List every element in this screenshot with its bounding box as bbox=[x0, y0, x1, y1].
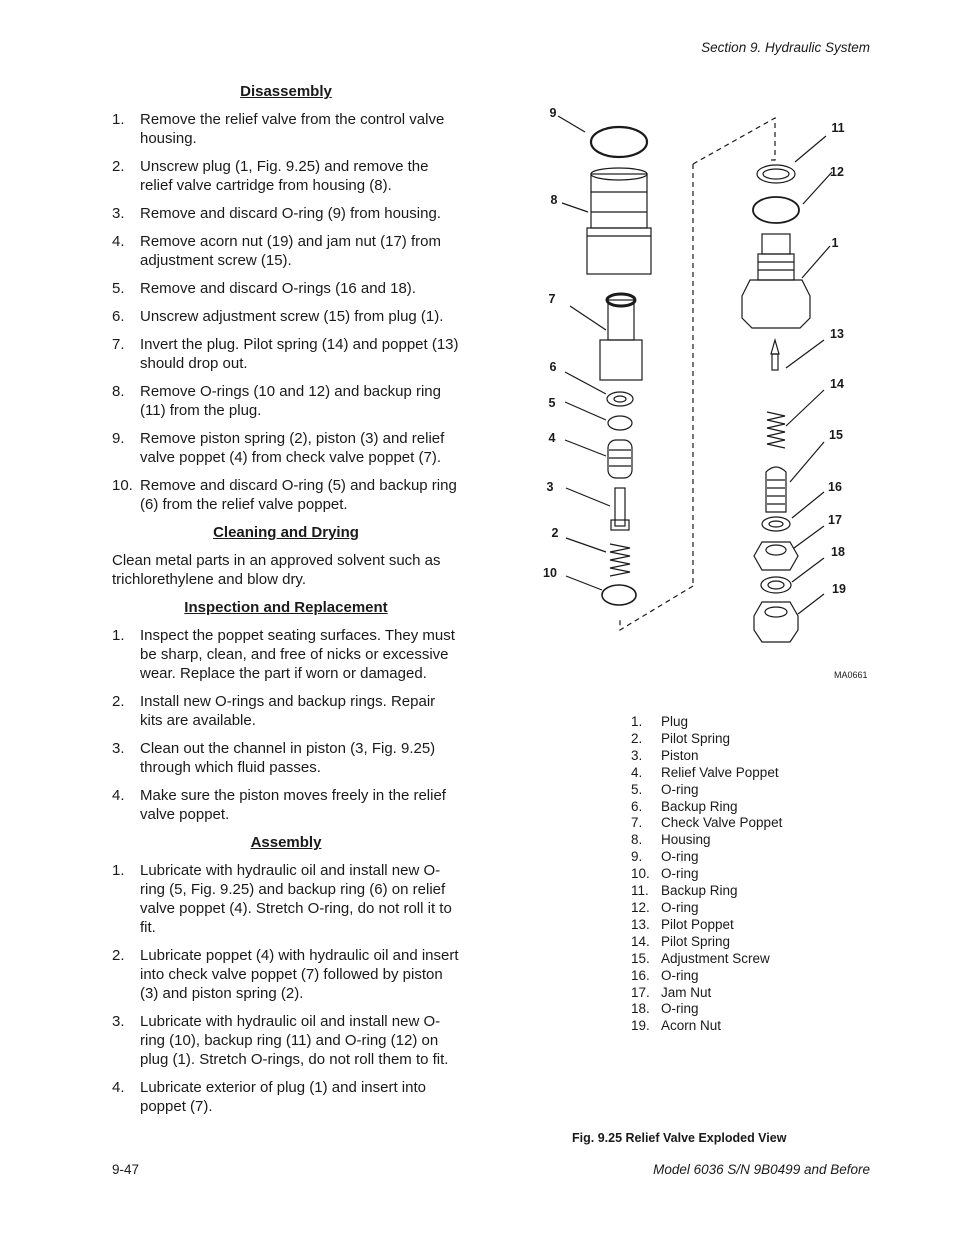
inspection-step-2 bbox=[112, 692, 460, 730]
callout-18: 18 bbox=[831, 545, 845, 559]
assembly-step-2 bbox=[112, 946, 460, 1003]
part-8-housing bbox=[587, 168, 651, 274]
part-5-oring bbox=[608, 416, 632, 430]
legend-number: 11. bbox=[631, 883, 649, 899]
step-number: 1. bbox=[112, 111, 125, 128]
callout-5: 5 bbox=[548, 396, 556, 410]
legend-label: Backup Ring bbox=[661, 883, 738, 899]
step-text: Lubricate with hydraulic oil and install new O-ring (10), backup ring (11) and O-ring (12) on plug (1). Stretch O-rings, do not roll them to fit. bbox=[140, 1013, 449, 1068]
legend-number: 1. bbox=[631, 714, 643, 729]
step-number: 3. bbox=[112, 1013, 125, 1030]
step-text: Make sure the piston moves freely in the relief valve poppet. bbox=[140, 787, 446, 823]
step-number: 3. bbox=[112, 740, 125, 757]
legend-item bbox=[631, 951, 782, 968]
model-footer: Model 6036 S/N 9B0499 and Before bbox=[653, 1162, 870, 1177]
legend-label: Adjustment Screw bbox=[661, 950, 770, 966]
step-text: Remove and discard O-ring (9) from housing. bbox=[140, 205, 441, 222]
legend-number: 9. bbox=[631, 849, 643, 865]
callout-19: 19 bbox=[832, 582, 846, 596]
legend-label: Plug bbox=[661, 714, 689, 729]
legend-label: Backup Ring bbox=[661, 798, 738, 814]
legend-label: Pilot Spring bbox=[661, 730, 731, 746]
legend-label: Check Valve Poppet bbox=[661, 815, 783, 831]
part-16-oring bbox=[762, 517, 790, 531]
figure-tag: MA0661 bbox=[834, 670, 868, 680]
exploded-view-drawing bbox=[530, 100, 890, 690]
callout-6: 6 bbox=[549, 360, 557, 374]
legend-item bbox=[631, 849, 782, 866]
legend-number: 10. bbox=[631, 866, 650, 882]
legend-number: 16. bbox=[631, 967, 650, 983]
part-1-plug bbox=[742, 234, 810, 328]
legend-item bbox=[631, 1018, 782, 1035]
disassembly-step-10 bbox=[112, 476, 460, 514]
disassembly-title: Disassembly bbox=[240, 83, 332, 100]
legend-item bbox=[631, 782, 782, 799]
legend-item bbox=[631, 832, 782, 849]
step-number: 5. bbox=[112, 280, 125, 297]
step-number: 8. bbox=[112, 383, 125, 400]
callout-4: 4 bbox=[548, 431, 556, 445]
part-4-relief-valve-poppet bbox=[608, 440, 632, 478]
part-9-oring bbox=[591, 127, 647, 157]
step-text: Remove the relief valve from the control valve housing. bbox=[140, 111, 445, 147]
legend-item bbox=[631, 985, 782, 1002]
legend-item bbox=[631, 900, 782, 917]
step-text: Unscrew plug (1, Fig. 9.25) and remove the relief valve cartridge from housing (8). bbox=[140, 158, 429, 194]
step-text: Install new O-rings and backup rings. Repair kits are available. bbox=[140, 693, 436, 729]
part-3-piston bbox=[611, 488, 629, 530]
assembly-steps bbox=[112, 861, 460, 1116]
step-text: Lubricate poppet (4) with hydraulic oil and insert into check valve poppet (7) followed by piston (3) and piston spring (2). bbox=[140, 947, 459, 1002]
legend-number: 4. bbox=[631, 764, 643, 780]
legend-number: 14. bbox=[631, 933, 650, 949]
legend-label: O-ring bbox=[661, 967, 699, 983]
step-number: 7. bbox=[112, 336, 125, 353]
step-number: 4. bbox=[112, 787, 125, 804]
step-number: 4. bbox=[112, 1079, 125, 1096]
step-text: Remove piston spring (2), piston (3) and relief valve poppet (4) from check valve poppet (7). bbox=[140, 430, 445, 466]
step-number: 9. bbox=[112, 430, 125, 447]
cleaning-title: Cleaning and Drying bbox=[213, 524, 359, 541]
legend-label: O-ring bbox=[661, 781, 699, 797]
callout-3: 3 bbox=[546, 480, 554, 494]
legend-label: Jam Nut bbox=[661, 984, 712, 1000]
callout-13: 13 bbox=[830, 327, 844, 341]
legend-label: Pilot Poppet bbox=[661, 916, 734, 932]
legend-number: 8. bbox=[631, 832, 643, 848]
legend-label: Pilot Spring bbox=[661, 933, 731, 949]
legend-number: 12. bbox=[631, 899, 650, 915]
callout-1: 1 bbox=[831, 236, 839, 250]
cleaning-text: Clean metal parts in an approved solvent such as trichlorethylene and blow dry. bbox=[112, 552, 441, 588]
step-text: Invert the plug. Pilot spring (14) and poppet (13) should drop out. bbox=[140, 336, 459, 372]
callout-2: 2 bbox=[551, 526, 559, 540]
step-number: 2. bbox=[112, 947, 125, 964]
legend-number: 5. bbox=[631, 781, 643, 797]
step-text: Lubricate exterior of plug (1) and insert into poppet (7). bbox=[140, 1079, 426, 1115]
part-14-pilot-spring bbox=[767, 412, 785, 448]
legend-number: 15. bbox=[631, 950, 650, 966]
part-6-backup-ring bbox=[607, 392, 633, 406]
assembly-step-1 bbox=[112, 861, 460, 937]
part-19-acorn-nut bbox=[754, 602, 798, 642]
parts-legend bbox=[631, 714, 782, 1035]
step-text: Unscrew adjustment screw (15) from plug (1). bbox=[140, 308, 444, 325]
legend-label: O-ring bbox=[661, 1001, 699, 1017]
step-text: Remove and discard O-ring (5) and backup ring (6) from the relief valve poppet. bbox=[140, 477, 457, 513]
legend-item bbox=[631, 917, 782, 934]
step-text: Remove acorn nut (19) and jam nut (17) from adjustment screw (15). bbox=[140, 233, 441, 269]
step-number: 1. bbox=[112, 862, 125, 879]
part-10-oring bbox=[602, 585, 636, 605]
disassembly-step-8 bbox=[112, 382, 460, 420]
disassembly-step-7 bbox=[112, 335, 460, 373]
part-17-jam-nut bbox=[754, 542, 798, 570]
legend-item bbox=[631, 714, 782, 731]
relief-valve-exploded-view bbox=[530, 100, 890, 690]
inspection-title: Inspection and Replacement bbox=[184, 599, 388, 616]
assembly-title: Assembly bbox=[250, 834, 322, 851]
step-text: Remove O-rings (10 and 12) and backup ring (11) from the plug. bbox=[140, 383, 441, 419]
step-number: 4. bbox=[112, 233, 125, 250]
disassembly-step-9 bbox=[112, 429, 460, 467]
legend-item bbox=[631, 765, 782, 782]
legend-label: Acorn Nut bbox=[661, 1018, 722, 1034]
callout-14: 14 bbox=[830, 377, 844, 391]
legend-number: 6. bbox=[631, 798, 643, 814]
legend-number: 3. bbox=[631, 747, 643, 763]
legend-number: 7. bbox=[631, 815, 643, 831]
step-number: 6. bbox=[112, 308, 125, 325]
step-text: Lubricate with hydraulic oil and install new O-ring (5, Fig. 9.25) and backup ring (6) on relief valve poppet (4). Stretch O-ring, do not roll it to fit. bbox=[140, 862, 452, 936]
step-text: Remove and discard O-rings (16 and 18). bbox=[140, 280, 416, 297]
part-12-oring bbox=[753, 197, 799, 223]
legend-item bbox=[631, 934, 782, 951]
legend-label: O-ring bbox=[661, 849, 699, 865]
legend-label: Piston bbox=[661, 747, 699, 763]
inspection-step-4 bbox=[112, 786, 460, 824]
callout-8: 8 bbox=[550, 193, 558, 207]
disassembly-steps bbox=[112, 110, 460, 514]
callout-11: 11 bbox=[831, 121, 845, 135]
callout-10: 10 bbox=[543, 566, 557, 580]
disassembly-step-4 bbox=[112, 232, 460, 270]
disassembly-step-3 bbox=[112, 204, 460, 223]
step-number: 3. bbox=[112, 205, 125, 222]
figure-caption: Fig. 9.25 Relief Valve Exploded View bbox=[572, 1131, 787, 1145]
part-13-pilot-poppet bbox=[771, 340, 779, 370]
disassembly-step-5 bbox=[112, 279, 460, 298]
legend-item bbox=[631, 866, 782, 883]
legend-number: 17. bbox=[631, 984, 650, 1000]
legend-item bbox=[631, 883, 782, 900]
legend-number: 2. bbox=[631, 730, 643, 746]
step-text: Clean out the channel in piston (3, Fig. 9.25) through which fluid passes. bbox=[140, 740, 436, 776]
part-18-oring bbox=[761, 577, 791, 593]
legend-item bbox=[631, 1001, 782, 1018]
inspection-step-3 bbox=[112, 739, 460, 777]
inspection-step-1 bbox=[112, 626, 460, 683]
callout-17: 17 bbox=[828, 513, 842, 527]
procedure-column bbox=[112, 82, 460, 1125]
step-number: 10. bbox=[112, 477, 133, 494]
inspection-steps bbox=[112, 626, 460, 824]
assembly-step-4 bbox=[112, 1078, 460, 1116]
legend-item bbox=[631, 748, 782, 765]
part-7-check-valve-poppet bbox=[600, 294, 642, 380]
step-text: Inspect the poppet seating surfaces. They must be sharp, clean, and free of nicks or excessive wear. Replace the part if worn or damaged. bbox=[140, 627, 455, 682]
disassembly-step-6 bbox=[112, 307, 460, 326]
legend-item bbox=[631, 815, 782, 832]
legend-label: O-ring bbox=[661, 899, 699, 915]
step-number: 2. bbox=[112, 158, 125, 175]
disassembly-step-1 bbox=[112, 110, 460, 148]
legend-number: 18. bbox=[631, 1001, 650, 1017]
assembly-step-3 bbox=[112, 1012, 460, 1069]
part-2-pilot-spring bbox=[610, 544, 630, 576]
part-15-adjustment-screw bbox=[766, 467, 786, 512]
legend-label: Relief Valve Poppet bbox=[661, 764, 779, 780]
callout-12: 12 bbox=[830, 165, 844, 179]
callout-16: 16 bbox=[828, 480, 842, 494]
step-number: 2. bbox=[112, 693, 125, 710]
callout-15: 15 bbox=[829, 428, 843, 442]
legend-label: Housing bbox=[661, 832, 711, 848]
section-header: Section 9. Hydraulic System bbox=[701, 40, 870, 55]
callout-9: 9 bbox=[549, 106, 557, 120]
legend-number: 13. bbox=[631, 916, 650, 932]
legend-item bbox=[631, 968, 782, 985]
callout-7: 7 bbox=[548, 292, 556, 306]
legend-item bbox=[631, 799, 782, 816]
legend-item bbox=[631, 731, 782, 748]
step-number: 1. bbox=[112, 627, 125, 644]
page-number: 9-47 bbox=[112, 1162, 140, 1177]
legend-number: 19. bbox=[631, 1018, 650, 1034]
legend-label: O-ring bbox=[661, 866, 699, 882]
disassembly-step-2 bbox=[112, 157, 460, 195]
